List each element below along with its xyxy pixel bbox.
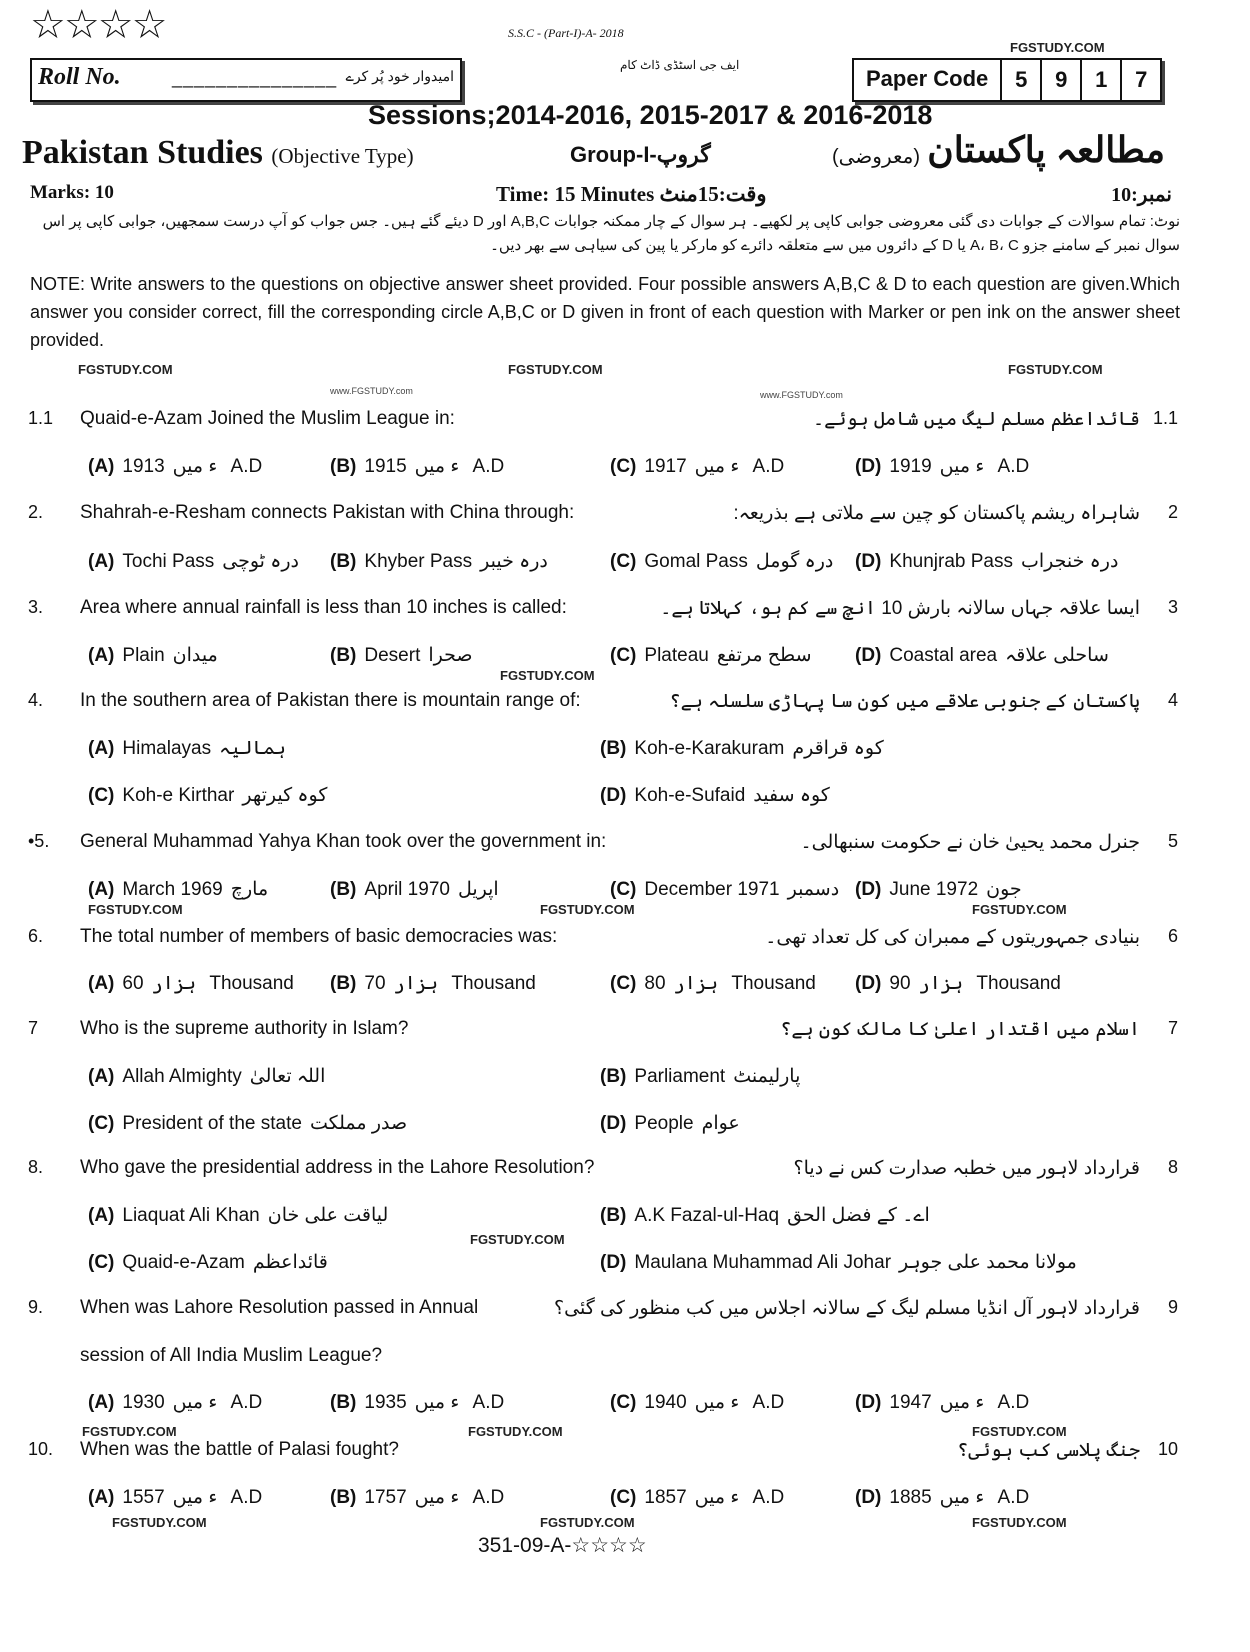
question-text-urdu: بنیادی جمہوریتوں کے ممبران کی کل تعداد تھی۔ <box>765 927 1140 948</box>
answer-option[interactable] <box>610 644 820 667</box>
answer-option[interactable] <box>88 1251 336 1274</box>
marks-urdu: نمبر:10 <box>1111 184 1172 206</box>
question-number-urdu: 6 <box>1167 926 1178 946</box>
option-text: 90 Thousand <box>889 973 1061 994</box>
option-text: Quaid-e-Azam <box>122 1252 245 1273</box>
question-number-urdu: 9 <box>1167 1297 1178 1317</box>
option-text-urdu: درہ ٹوچی <box>222 551 299 572</box>
question-text: Area where annual rainfall is less than 10 inches is called: <box>80 597 567 618</box>
option-text-urdu: درہ خنجراب <box>1020 551 1119 572</box>
option-label: (A) <box>88 551 115 572</box>
answer-option[interactable] <box>88 972 294 995</box>
option-label: (B) <box>330 973 357 994</box>
question-number-urdu: 1.1 <box>1152 408 1178 428</box>
option-text-urdu: ء میں <box>939 1392 985 1413</box>
option-label: (B) <box>600 1066 627 1087</box>
option-text: 1915 A.D <box>364 456 505 477</box>
answer-option[interactable] <box>88 737 294 760</box>
answer-option[interactable] <box>855 1391 1029 1414</box>
option-text: Koh-e-Sufaid <box>634 785 746 806</box>
answer-option[interactable] <box>610 550 841 573</box>
answer-option[interactable] <box>88 1112 415 1135</box>
roll-input[interactable]: _______________ <box>172 68 338 88</box>
stars-mark: ☆☆☆☆ <box>30 2 166 48</box>
watermark: FGSTUDY.COM <box>972 1424 1067 1439</box>
question-number-urdu: 3 <box>1167 597 1178 617</box>
question-number-urdu: 10 <box>1157 1439 1178 1459</box>
answer-option[interactable] <box>610 1486 784 1509</box>
option-text: Himalayas <box>122 738 212 759</box>
question-text-urdu: قائداعظم مسلم لیگ میں شامل ہوئے۔ <box>813 409 1140 430</box>
option-text: Koh-e-Karakuram <box>634 738 785 759</box>
answer-option[interactable] <box>330 1486 504 1509</box>
note-urdu: نوٹ: تمام سوالات کے جوابات دی گئی معروضی جوابی کاپی پر لکھیے۔ ہر سوال کے چار ممکنہ جوابات A,B,C اور D دیئے گئے ہیں۔ جس جواب کو آپ درست سمجھیں، جوابی کاپی پر اس سوال نمبر کے سامنے جزو A، B، C یا D کے دائروں میں سے متعلقہ دائرے کو مارکر یا پین کی سیاہی سے بھر دیں۔ <box>42 213 1180 254</box>
answer-option[interactable] <box>610 455 784 478</box>
question-number: 10. <box>28 1439 54 1459</box>
option-text: Tochi Pass <box>122 551 215 572</box>
option-text: Desert <box>364 645 421 666</box>
option-text-urdu: کوہ سفید <box>753 785 830 806</box>
option-text-urdu: ساحلی علاقہ <box>1005 645 1109 666</box>
answer-option[interactable] <box>330 878 507 901</box>
answer-option[interactable] <box>610 1391 784 1414</box>
option-label: (D) <box>600 785 627 806</box>
question-text-urdu: جنرل محمد یحییٰ خان نے حکومت سنبھالی۔ <box>800 832 1140 853</box>
option-label: (D) <box>855 1487 882 1508</box>
option-text-urdu: ء میں <box>939 1487 985 1508</box>
option-text-urdu: ء میں <box>694 456 740 477</box>
note: NOTE: Write answers to the questions on objective answer sheet provided. Four possible answers A,B,C & D to each question are given.Which answer you consider correct, fill the corresponding circle A,B,C or D given in front of each question with Marker or pen ink on the answer sheet provided. <box>30 274 1180 350</box>
answer-option[interactable] <box>855 455 1029 478</box>
option-label: (B) <box>600 738 627 759</box>
answer-option[interactable] <box>88 644 226 667</box>
option-label: (D) <box>855 456 882 477</box>
option-text: December 1971 <box>644 879 780 900</box>
watermark: FGSTUDY.COM <box>972 902 1067 917</box>
option-label: (B) <box>330 1487 357 1508</box>
answer-option[interactable] <box>330 1391 504 1414</box>
watermark: FGSTUDY.COM <box>508 362 603 377</box>
answer-option[interactable] <box>855 878 1030 901</box>
question-number: 2. <box>28 502 44 522</box>
option-text-urdu: ء میں <box>694 1392 740 1413</box>
option-label: (C) <box>610 879 637 900</box>
option-text-urdu: دسمبر <box>787 879 840 900</box>
option-text-urdu: کوہ کیرتھر <box>242 785 328 806</box>
option-text-urdu: اللہ تعالیٰ <box>249 1066 326 1087</box>
option-label: (C) <box>610 645 637 666</box>
option-text-urdu: جون <box>986 879 1022 900</box>
time: Time: 15 Minutes وقت:15منٹ <box>496 182 767 206</box>
question-number: 3. <box>28 597 44 617</box>
option-text: 1885 A.D <box>889 1487 1030 1508</box>
option-text-urdu: مولانا محمد علی جوہر <box>899 1252 1077 1273</box>
option-text-urdu: سطح مرتفع <box>716 645 812 666</box>
option-label: (A) <box>88 645 115 666</box>
option-label: (C) <box>610 456 637 477</box>
question-number: •5. <box>28 831 50 851</box>
option-text-urdu: کوہ قراقرم <box>792 738 884 759</box>
option-text-urdu: ء میں <box>939 456 985 477</box>
answer-option[interactable] <box>330 972 536 995</box>
option-label: (C) <box>610 973 637 994</box>
option-text-urdu: ء میں <box>172 1392 218 1413</box>
paper-type-urdu: (معروضی) <box>831 146 920 168</box>
roll-label: Roll No. <box>38 64 121 90</box>
option-text-urdu: اپریل <box>457 879 499 900</box>
option-text: 1930 A.D <box>122 1392 263 1413</box>
option-text: April 1970 <box>364 879 450 900</box>
option-label: (B) <box>600 1205 627 1226</box>
question-text: Shahrah-e-Resham connects Pakistan with China through: <box>80 502 575 523</box>
answer-option[interactable] <box>88 878 276 901</box>
question-number-urdu: 4 <box>1167 690 1178 710</box>
option-text: People <box>634 1113 694 1134</box>
question-text-urdu: قرارداد لاہور میں خطبہ صدارت کس نے دیا؟ <box>793 1158 1140 1179</box>
question-number-urdu: 7 <box>1167 1018 1178 1038</box>
question-text: When was the battle of Palasi fought? <box>80 1439 399 1460</box>
option-label: (C) <box>610 1487 637 1508</box>
answer-option[interactable] <box>855 972 1061 995</box>
option-label: (A) <box>88 879 115 900</box>
option-label: (A) <box>88 738 115 759</box>
watermark: FGSTUDY.COM <box>88 902 183 917</box>
answer-option[interactable] <box>600 1112 748 1135</box>
watermark: FGSTUDY.COM <box>470 1232 565 1247</box>
answer-option[interactable] <box>330 550 556 573</box>
option-text-urdu: ء میں <box>414 1487 460 1508</box>
option-text-urdu: ء میں <box>172 1487 218 1508</box>
paper-code-label: Paper Code <box>854 60 1002 100</box>
option-text: Gomal Pass <box>644 551 748 572</box>
answer-option[interactable] <box>855 550 1126 573</box>
option-text-urdu: صحرا <box>428 645 473 666</box>
question-number: 7 <box>28 1018 39 1038</box>
option-label: (A) <box>88 1066 115 1087</box>
question-text-urdu: پاکستان کے جنوبی علاقے میں کون سا پہاڑی سلسلہ ہے؟ <box>669 691 1140 712</box>
answer-option[interactable] <box>88 455 262 478</box>
answer-option[interactable] <box>600 1065 808 1088</box>
subject-title-urdu: مطالعہ پاکستان <box>927 129 1165 170</box>
option-text: 1757 A.D <box>364 1487 505 1508</box>
option-text: A.K Fazal-ul-Haq <box>634 1205 780 1226</box>
option-label: (B) <box>330 1392 357 1413</box>
option-label: (D) <box>855 1392 882 1413</box>
subject-name: Pakistan Studies <box>22 134 263 171</box>
answer-option[interactable] <box>330 455 504 478</box>
option-label: (C) <box>88 785 115 806</box>
paper-code-digit: 1 <box>1082 60 1122 100</box>
option-text: 1913 A.D <box>122 456 263 477</box>
option-label: (A) <box>88 1487 115 1508</box>
option-label: (D) <box>855 879 882 900</box>
question-text-urdu: ایسا علاقہ جہاں سالانہ بارش 10 انچ سے کم ہو، کہلاتا ہے۔ <box>660 598 1140 619</box>
watermark: FGSTUDY.COM <box>112 1515 207 1530</box>
group-label: Group-I-گروپ <box>570 142 711 167</box>
option-text: 80 Thousand <box>644 973 816 994</box>
question-text: The total number of members of basic democracies was: <box>80 926 558 947</box>
option-text: March 1969 <box>122 879 223 900</box>
option-text: 1940 A.D <box>644 1392 785 1413</box>
site-urdu: ایف جی اسٹڈی ڈاٹ کام <box>620 58 740 72</box>
paper-type: (Objective Type) <box>271 144 414 168</box>
question-text: General Muhammad Yahya Khan took over the government in: <box>80 831 607 852</box>
option-label: (C) <box>610 551 637 572</box>
footer-code: 351-09-A-☆☆☆☆ <box>478 1534 647 1557</box>
watermark: FGSTUDY.COM <box>500 668 595 683</box>
answer-option[interactable] <box>855 644 1117 667</box>
option-text-urdu: اے۔ کے فضل الحق <box>787 1205 930 1226</box>
option-text: 70 Thousand <box>364 973 536 994</box>
paper-code-box <box>852 58 1162 102</box>
option-text: 1947 A.D <box>889 1392 1030 1413</box>
option-text: 60 Thousand <box>122 973 294 994</box>
question-text: When was Lahore Resolution passed in Annual <box>80 1297 479 1318</box>
option-text: Khunjrab Pass <box>889 551 1013 572</box>
marks: Marks: 10 <box>30 182 114 203</box>
option-text: Plain <box>122 645 165 666</box>
question-text: In the southern area of Pakistan there is mountain range of: <box>80 690 581 711</box>
option-label: (B) <box>330 551 357 572</box>
option-text: 1919 A.D <box>889 456 1030 477</box>
option-text: June 1972 <box>889 879 979 900</box>
answer-option[interactable] <box>610 878 847 901</box>
roll-number-box[interactable] <box>30 58 462 102</box>
watermark: FGSTUDY.COM <box>1010 40 1105 55</box>
answer-option[interactable] <box>330 644 481 667</box>
roll-urdu: امیدوار خود پُر کرے <box>345 68 454 84</box>
option-text-urdu: ء میں <box>414 456 460 477</box>
exam-label: S.S.C - (Part-I)-A- 2018 <box>508 26 624 40</box>
option-text: 1557 A.D <box>122 1487 263 1508</box>
option-text: Plateau <box>644 645 709 666</box>
option-label: (D) <box>855 973 882 994</box>
option-label: (A) <box>88 456 115 477</box>
option-label: (B) <box>330 645 357 666</box>
subject-title <box>22 134 414 175</box>
question-text-urdu: شاہراہ ریشم پاکستان کو چین سے ملاتی ہے بذریعہ: <box>733 503 1140 524</box>
watermark: FGSTUDY.COM <box>82 1424 177 1439</box>
watermark: FGSTUDY.COM <box>540 902 635 917</box>
answer-option[interactable] <box>600 784 838 807</box>
option-label: (D) <box>855 645 882 666</box>
answer-option[interactable] <box>88 550 307 573</box>
question-text-urdu: اسلام میں اقتدار اعلیٰ کا مالک کون ہے؟ <box>780 1019 1140 1040</box>
option-text-urdu: قائداعظم <box>252 1252 328 1273</box>
question-text: Who gave the presidential address in the Lahore Resolution? <box>80 1157 595 1178</box>
answer-option[interactable] <box>600 1204 938 1227</box>
sessions: Sessions;2014-2016, 2015-2017 & 2016-2018 <box>368 100 933 130</box>
question-number: 1.1 <box>28 408 54 428</box>
option-text-urdu: ء میں <box>694 1487 740 1508</box>
option-text: Liaquat Ali Khan <box>122 1205 260 1226</box>
option-text: President of the state <box>122 1113 302 1134</box>
option-text: Maulana Muhammad Ali Johar <box>634 1252 892 1273</box>
option-text-urdu: لیاقت علی خان <box>267 1205 389 1226</box>
watermark: www.FGSTUDY.com <box>330 386 413 396</box>
paper-code-digit: 7 <box>1135 67 1148 92</box>
question-number: 8. <box>28 1157 44 1177</box>
answer-option[interactable] <box>600 1251 1085 1274</box>
question-text-continued: session of All India Muslim League? <box>80 1345 383 1366</box>
option-label: (C) <box>88 1252 115 1273</box>
option-label: (C) <box>610 1392 637 1413</box>
answer-option[interactable] <box>88 1065 333 1088</box>
option-text: Allah Almighty <box>122 1066 242 1087</box>
question-number-urdu: 2 <box>1167 502 1178 522</box>
question-text-urdu: جنگ پلاسی کب ہوئی؟ <box>957 1440 1140 1461</box>
watermark: FGSTUDY.COM <box>540 1515 635 1530</box>
option-text: Koh-e Kirthar <box>122 785 235 806</box>
option-text-urdu: ء میں <box>172 456 218 477</box>
answer-option[interactable] <box>855 1486 1029 1509</box>
option-text: Parliament <box>634 1066 726 1087</box>
answer-option[interactable] <box>88 1204 396 1227</box>
option-text-urdu: صدر مملکت <box>309 1113 408 1134</box>
option-text: 1935 A.D <box>364 1392 505 1413</box>
option-label: (B) <box>330 879 357 900</box>
option-text: 1857 A.D <box>644 1487 785 1508</box>
paper-code-digit: 9 <box>1042 60 1082 100</box>
option-label: (A) <box>88 973 115 994</box>
watermark: www.FGSTUDY.com <box>760 390 843 400</box>
option-text-urdu: ہمالیہ <box>219 738 286 759</box>
question-number-urdu: 8 <box>1167 1157 1178 1177</box>
option-label: (A) <box>88 1205 115 1226</box>
option-label: (C) <box>88 1113 115 1134</box>
answer-option[interactable] <box>88 1486 262 1509</box>
answer-option[interactable] <box>88 1391 262 1414</box>
option-text-urdu: پارلیمنٹ <box>733 1066 801 1087</box>
question-number: 6. <box>28 926 44 946</box>
option-text-urdu: عوام <box>701 1113 740 1134</box>
option-text: 1917 A.D <box>644 456 785 477</box>
option-label: (A) <box>88 1392 115 1413</box>
watermark: FGSTUDY.COM <box>78 362 173 377</box>
option-text-urdu: ہزار <box>918 973 964 994</box>
watermark: FGSTUDY.COM <box>468 1424 563 1439</box>
answer-option[interactable] <box>610 972 816 995</box>
option-text-urdu: درہ گومل <box>755 551 834 572</box>
question-text-urdu: قرارداد لاہور آل انڈیا مسلم لیگ کے سالانہ اجلاس میں کب منظور کی گئی؟ <box>554 1298 1140 1319</box>
option-text-urdu: ہزار <box>151 973 197 994</box>
option-text-urdu: ء میں <box>414 1392 460 1413</box>
paper-code-digit: 5 <box>1002 60 1042 100</box>
option-label: (D) <box>855 551 882 572</box>
question-number: 9. <box>28 1297 44 1317</box>
watermark: FGSTUDY.COM <box>1008 362 1103 377</box>
watermark: FGSTUDY.COM <box>972 1515 1067 1530</box>
answer-option[interactable] <box>88 784 335 807</box>
option-text: Coastal area <box>889 645 998 666</box>
question-text: Quaid-e-Azam Joined the Muslim League in: <box>80 408 455 429</box>
answer-option[interactable] <box>600 737 892 760</box>
question-number: 4. <box>28 690 44 710</box>
question-number-urdu: 5 <box>1167 831 1178 851</box>
option-label: (D) <box>600 1113 627 1134</box>
option-label: (B) <box>330 456 357 477</box>
option-text-urdu: درہ خیبر <box>480 551 548 572</box>
option-label: (D) <box>600 1252 627 1273</box>
option-text-urdu: ہزار <box>673 973 719 994</box>
question-text: Who is the supreme authority in Islam? <box>80 1018 409 1039</box>
option-text-urdu: میدان <box>172 645 218 666</box>
option-text-urdu: مارچ <box>230 879 269 900</box>
option-text-urdu: ہزار <box>393 973 439 994</box>
option-text: Khyber Pass <box>364 551 473 572</box>
